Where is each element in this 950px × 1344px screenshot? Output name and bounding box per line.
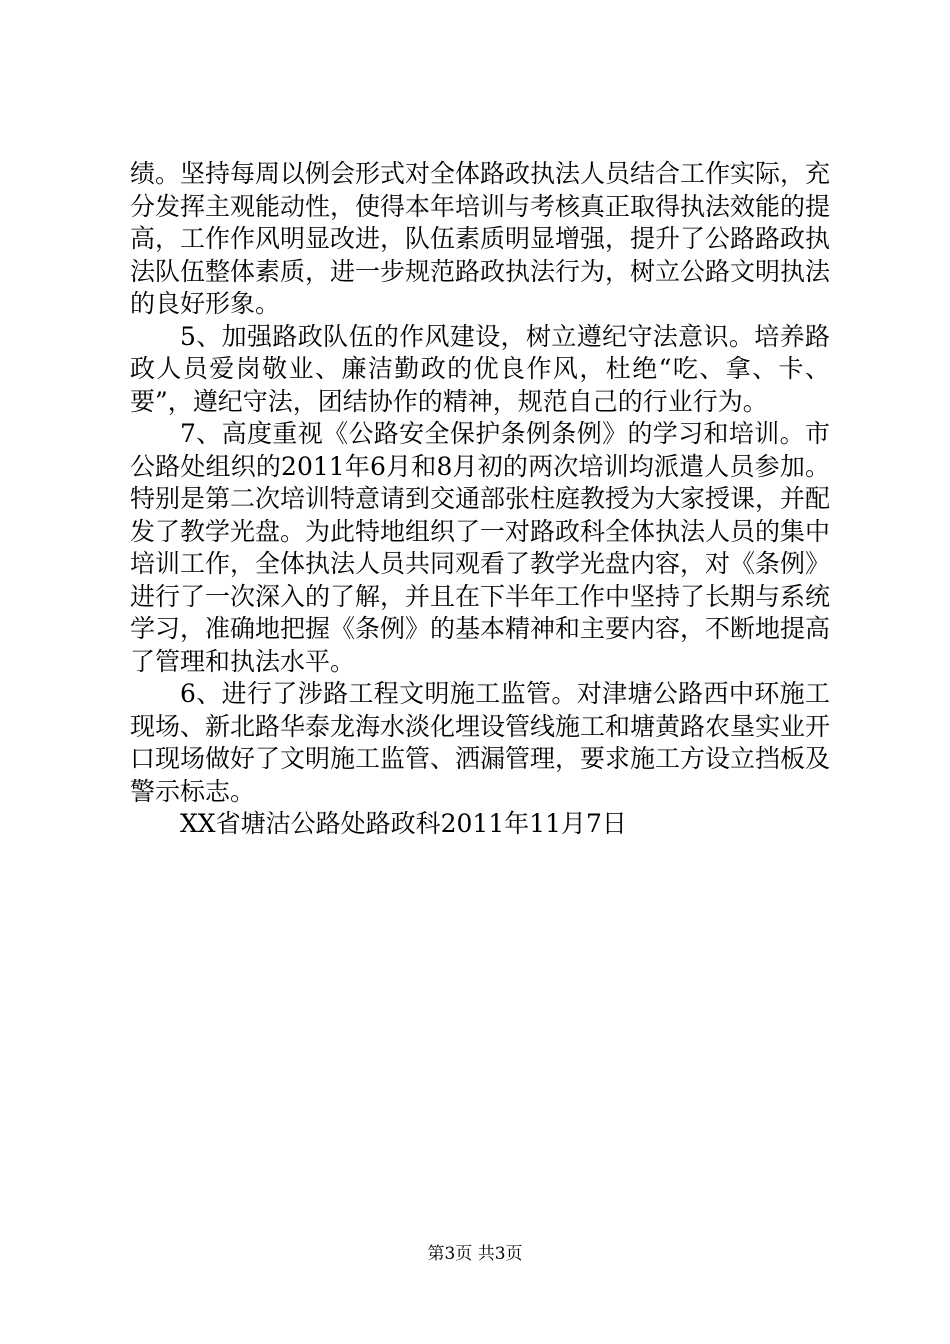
page-footer: 第3页 共3页 bbox=[427, 1244, 523, 1264]
paragraph-continuation: 绩。坚持每周以例会形式对全体路政执法人员结合工作实际，充分发挥主观能动性，使得本年培训与考核真正取得执法效能的提高，工作作风明显改进，队伍素质明显增强，提升了公路路政执法队伍整体素质，进一步规范路政执法行为，树立公路文明执法的良好形象。 bbox=[130, 159, 831, 318]
paragraph-item-7: 7、高度重视《公路安全保护条例条例》的学习和培训。市公路处组织的2011年6月和8月初的两次培训均派遣人员参加。特别是第二次培训特意请到交通部张柱庭教授为大家授课，并配发了教学光盘。为此特地组织了一对路政科全体执法人员的集中培训工作，全体执法人员共同观看了教学光盘内容，对《条例》进行了一次深入的了解，并且在下半年工作中坚持了长期与系统学习，准确地把握《条例》的基本精神和主要内容，不断地提高了管理和执法水平。 bbox=[130, 419, 831, 676]
signature-line: XX省塘沽公路处路政科2011年11月7日 bbox=[180, 809, 627, 838]
paragraph-item-6: 6、进行了涉路工程文明施工监管。对津塘公路西中环施工现场、新北路华泰龙海水淡化埋设管线施工和塘黄路农垦实业开口现场做好了文明施工监管、洒漏管理，要求施工方设立挡板及警示标志。 bbox=[130, 679, 831, 806]
paragraph-item-5: 5、加强路政队伍的作风建设，树立遵纪守法意识。培养路政人员爱岗敬业、廉洁勤政的优良作风，杜绝“吃、拿、卡、要”，遵纪守法，团结协作的精神，规范自己的行业行为。 bbox=[130, 321, 830, 416]
document-body bbox=[130, 158, 830, 841]
